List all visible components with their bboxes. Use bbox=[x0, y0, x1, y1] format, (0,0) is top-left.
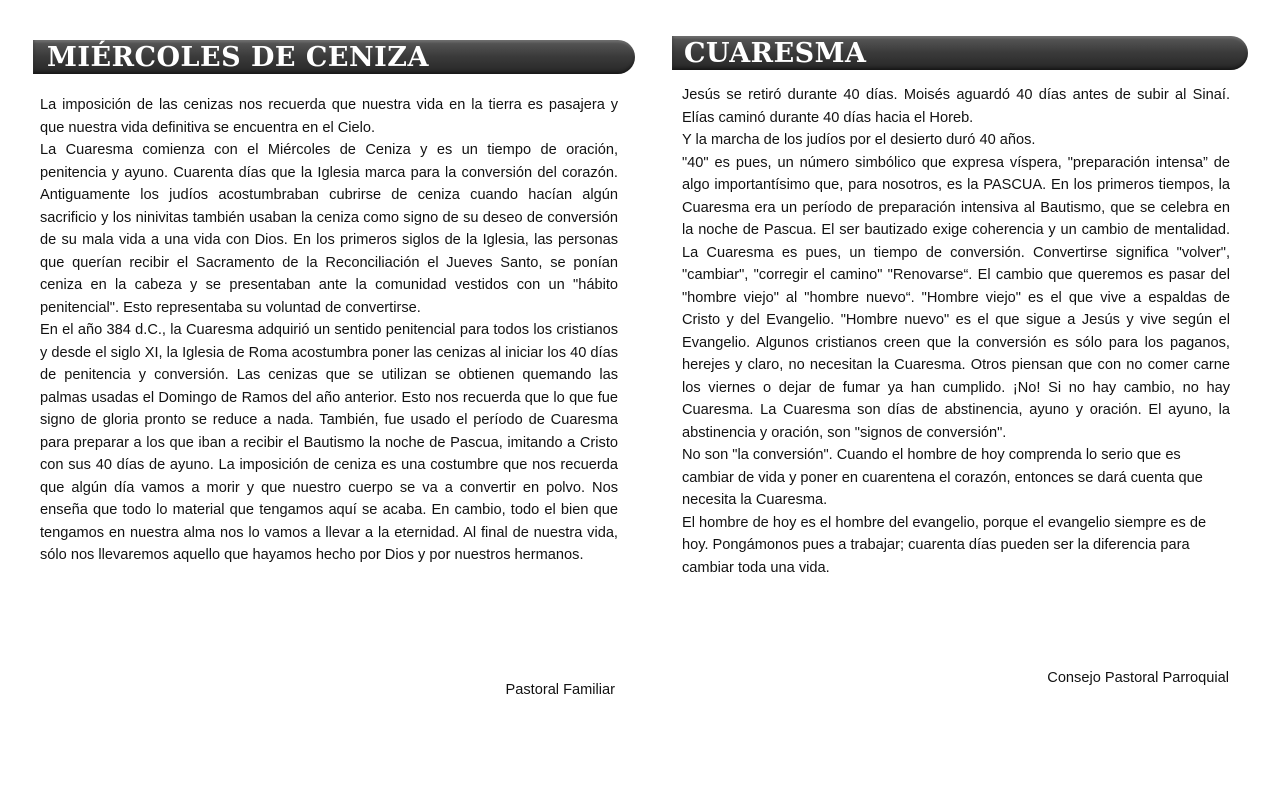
right-paragraph: El hombre de hoy es el hombre del evangelio, porque el evangelio siempre es de hoy. Pongámonos pues a trabajar; cuarenta días pueden ser la diferencia para cambiar toda una vida. bbox=[682, 514, 1207, 576]
left-paragraph: En el año 384 d.C., la Cuaresma adquirió un sentido penitencial para todos los cristianos y desde el siglo XI, la Iglesia de Roma acostumbra poner las cenizas al iniciar los 40 días de penitencia y conversión. Las cenizas que se utilizan se obtienen quemando las palmas usadas el Domingo de Ramos del año anterior. Esto nos recuerda que lo que fue signo de gloria pronto se reduce a nada. También, fue usado el período de Cuaresma para preparar a los que iban a recibir el Bautismo la noche de Pascua, imitando a Cristo con sus 40 días de ayuno. La imposición de ceniza es una costumbre que nos recuerda que algún día vamos a morir y que nuestro cuerpo se va a convertir en polvo. Nos enseña que todo lo material que tengamos aquí se acaba. En cambio, todo el bien que tengamos en nuestra alma nos lo vamos a llevar a la eternidad. Al final de nuestra vida, sólo nos llevaremos aquello que hayamos hecho por Dios y por nuestros hermanos. bbox=[40, 322, 618, 563]
right-signature: Consejo Pastoral Parroquial bbox=[1047, 670, 1229, 686]
right-paragraph: Y la marcha de los judíos por el desierto duró 40 años. bbox=[682, 132, 1036, 148]
left-paragraph: La Cuaresma comienza con el Miércoles de Ceniza y es un tiempo de oración, penitencia y ayuno. Cuarenta días que la Iglesia marca para la conversión del corazón. Antiguamente los judíos acostumbraban cubrirse de ceniza cuando hacían algún sacrificio y los ninivitas también usaban la ceniza como signo de su deseo de conversión de su mala vida a una vida con Dios. En los primeros siglos de la Iglesia, las personas que querían recibir el Sacramento de la Reconciliación el Jueves Santo, se ponían ceniza en la cabeza y se presentaban ante la comunidad vestidos con un "hábito penitencial". Esto representaba su voluntad de convertirse. bbox=[40, 142, 618, 316]
right-title: CUARESMA bbox=[684, 38, 867, 69]
right-paragraph: Jesús se retiró durante 40 días. Moisés aguardó 40 días antes de subir al Sinaí. Elías caminó durante 40 días hacia el Horeb. bbox=[682, 87, 1230, 126]
left-title: MIÉRCOLES DE CENIZA bbox=[47, 42, 429, 73]
right-article-body bbox=[682, 84, 1230, 579]
right-paragraph: "40" es pues, un número simbólico que expresa víspera, "preparación intensa” de algo importantísimo que, para nosotros, es la PASCUA. En los primeros tiempos, la Cuaresma era un período de preparación intensiva al Bautismo, que se celebra en la noche de Pascua. El ser bautizado exige coherencia y un cambio de mentalidad. La Cuaresma es pues, un tiempo de conversión. Convertirse significa "volver", "cambiar", "corregir el camino" "Renovarse“. El cambio que queremos es pasar del "hombre viejo" al "hombre nuevo“. "Hombre viejo" es el que vive a espaldas de Cristo y del Evangelio. "Hombre nuevo" es el que sigue a Jesús y vive según el Evangelio. Algunos cristianos creen que la conversión es sólo para los paganos, herejes y claro, no necesitan la Cuaresma. Otros piensan que con no comer carne los viernes o dejar de fumar ya han cumplido. ¡No! Si no hay cambio, no hay Cuaresma. La Cuaresma son días de abstinencia, ayuno y oración. El ayuno, la abstinencia y oración, son "signos de conversión". bbox=[682, 154, 1230, 441]
right-title-banner bbox=[672, 36, 1248, 70]
right-paragraph: No son "la conversión". Cuando el hombre de hoy comprenda lo serio que es cambiar de vida y poner en cuarentena el corazón, entonces se dará cuenta que necesita la Cuaresma. bbox=[682, 447, 1203, 508]
left-article-body bbox=[40, 94, 618, 567]
left-title-banner bbox=[33, 40, 635, 74]
left-paragraph: La imposición de las cenizas nos recuerda que nuestra vida en la tierra es pasajera y que nuestra vida definitiva se encuentra en el Cielo. bbox=[40, 97, 618, 136]
left-signature: Pastoral Familiar bbox=[505, 682, 615, 698]
